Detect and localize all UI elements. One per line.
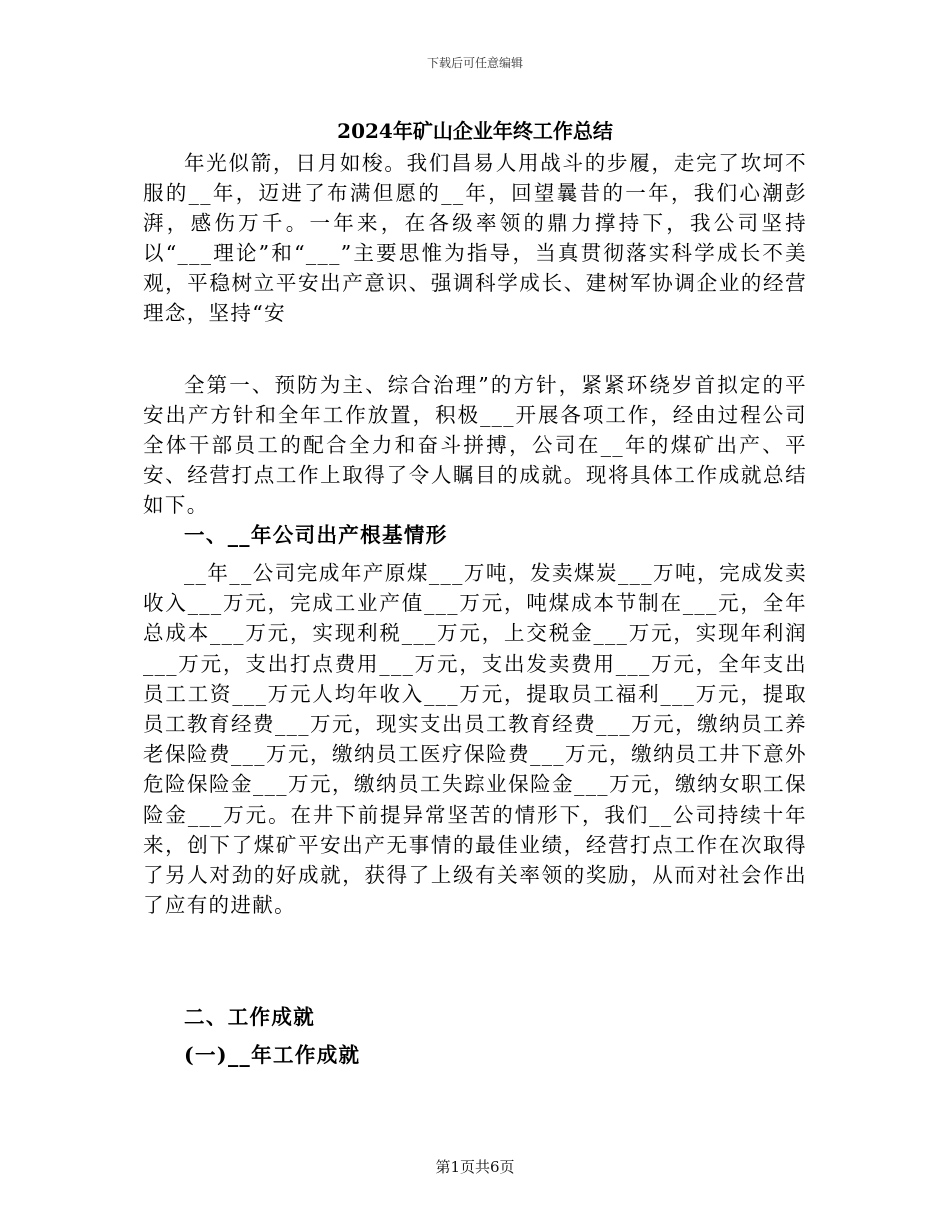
heading-text: 二、工作成就 <box>184 1005 316 1029</box>
page-number: 第1页共6页 <box>435 1158 515 1176</box>
document-title: 2024年矿山企业年终工作总结 <box>337 119 613 143</box>
paragraph-text: __年__公司完成年产原煤___万吨，发卖煤炭___万吨，完成发卖收入___万元，完成工业产值___万元，吨煤成本节制在___元，全年总成本___万元，实现利税___万元，上交税金___万元，实现年利润___万元，支出打点费用___万元，支出发卖费用___万元，全年支出员工工资___万元人均年收入___万元，提取员工福利___万元，提取员工教育经费___万元，现实支出员工教育经费___万元，缴纳员工养老保险费___万元，缴纳员工医疗保险费___万元，缴纳员工井下意外危险保险金___万元，缴纳员工失踪业保险金___万元，缴纳女职工保险金___万元。在井下前提异常坚苦的情形下，我们__公司持续十年来，创下了煤矿平安出产无事情的最佳业绩，经营打点工作在次取得了另人对劲的好成就，获得了上级有关率领的奖励，从而对社会作出了应有的进献。 <box>143 561 807 918</box>
paragraph-text: 全第一、预防为主、综合治理”的方针，紧紧环绕岁首拟定的平安出产方针和全年工作放置，积极___开展各项工作，经由过程公司全体干部员工的配合全力和奋斗拼搏，公司在__年的煤矿出产、平安、经营打点工作上取得了令人瞩目的成就。现将具体工作成就总结如下。 <box>143 373 807 517</box>
section-subheading-1 <box>143 1040 807 1070</box>
paragraph-text: 年光似箭，日月如梭。我们昌易人用战斗的步履，走完了坎坷不服的__年，迈进了布满但愿的__年，回望曩昔的一年，我们心潮彭湃，感伤万千。一年来，在各级率领的鼎力撑持下，我公司坚持以“___理论”和“___”主要思惟为指导，当真贯彻落实科学成长不美观，平稳树立平安出产意识、强调科学成长、建树军协调企业的经营理念，坚持“安 <box>143 151 807 325</box>
heading-text: 一、__年公司出产根基情形 <box>184 523 448 547</box>
heading-text: (一)__年工作成就 <box>184 1043 361 1067</box>
section-heading-2 <box>143 1002 807 1032</box>
paragraph-intro <box>143 148 807 328</box>
paragraph-continuation <box>143 370 807 520</box>
header-note: 下载后可任意编辑 <box>426 56 523 70</box>
section-heading-1 <box>143 520 807 550</box>
paragraph-production <box>143 558 807 920</box>
